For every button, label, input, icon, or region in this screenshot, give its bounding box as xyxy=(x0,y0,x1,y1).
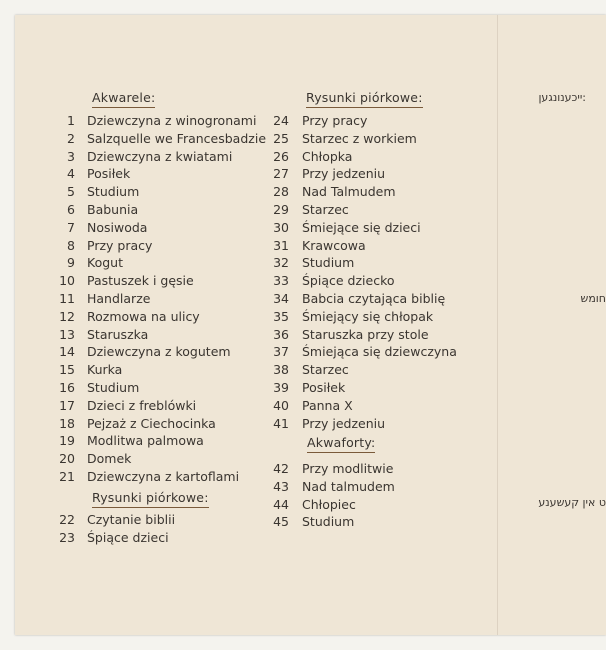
item-number: 20 xyxy=(59,451,75,467)
item-number: 41 xyxy=(273,415,289,431)
item-number: 44 xyxy=(273,496,289,512)
item-title: Staruszka przy stole xyxy=(302,326,429,342)
item-title: Przy pracy xyxy=(87,237,153,253)
item-title: Studium xyxy=(87,380,140,395)
item-title: Śmiejąca się dziewczyna xyxy=(302,344,457,360)
item-number: 29 xyxy=(273,202,289,217)
item-title: Śmiejący się chłopak xyxy=(302,308,434,324)
item-number: 18 xyxy=(59,415,75,431)
item-title: Domek xyxy=(87,451,132,467)
item-number: 45 xyxy=(273,514,289,530)
item-number: 17 xyxy=(59,397,75,413)
item-title: Panna X xyxy=(302,397,353,413)
item-number: 23 xyxy=(59,529,75,545)
item-number: 22 xyxy=(59,512,75,527)
item-number: 5 xyxy=(67,184,75,200)
item-number: 39 xyxy=(273,380,289,395)
item-number: 24 xyxy=(273,113,289,128)
item-title: Przy modlitwie xyxy=(302,461,394,476)
yiddish-heading: :ייכענונגען xyxy=(538,91,586,104)
item-title: Modlitwa palmowa xyxy=(87,433,204,449)
item-title: Przy jedzeniu xyxy=(302,415,386,431)
item-title: Posiłek xyxy=(87,166,131,182)
item-title: Handlarze xyxy=(87,291,151,306)
item-title: Babunia xyxy=(87,202,139,217)
item-title: Śpiące dziecko xyxy=(302,273,395,289)
item-number: 7 xyxy=(67,219,75,235)
heading-akwarele: Akwarele: xyxy=(92,90,155,108)
item-title: Pastuszek i gęsie xyxy=(87,273,194,289)
item-title: Krawcowa xyxy=(302,237,366,253)
item-title: Chłopiec xyxy=(302,496,356,512)
item-title: Dziewczyna z kogutem xyxy=(87,344,231,360)
item-number: 42 xyxy=(273,461,289,476)
item-title: Nosiwoda xyxy=(87,219,148,235)
item-number: 37 xyxy=(273,344,289,360)
item-title: Kogut xyxy=(87,255,123,271)
item-title: Babcia czytająca biblię xyxy=(302,291,446,306)
item-number: 12 xyxy=(59,308,75,324)
item-number: 25 xyxy=(273,130,289,146)
heading-rysunki-1: Rysunki piórkowe: xyxy=(92,490,209,508)
item-title: Nad talmudem xyxy=(302,478,395,494)
item-number: 28 xyxy=(273,184,289,200)
item-number: 38 xyxy=(273,362,289,378)
page-fold xyxy=(497,15,498,635)
item-title: Starzec xyxy=(302,202,349,217)
item-title: Pejzaż z Ciechocinka xyxy=(87,415,216,431)
item-number: 27 xyxy=(273,166,289,182)
item-title: Starzec xyxy=(302,362,349,378)
item-title: Posiłek xyxy=(302,380,346,395)
item-number: 26 xyxy=(273,148,289,164)
item-title: Śmiejące się dzieci xyxy=(302,219,421,235)
item-title: Staruszka xyxy=(87,326,149,342)
heading-akwaforty: Akwaforty: xyxy=(307,435,375,453)
item-title: Dziewczyna z winogronami xyxy=(87,113,257,128)
item-number: 13 xyxy=(59,326,75,342)
item-title: Przy pracy xyxy=(302,113,368,128)
item-number: 3 xyxy=(67,148,75,164)
item-title: Dziewczyna z kwiatami xyxy=(87,148,233,164)
item-title: Starzec z workiem xyxy=(302,130,417,146)
item-number: 30 xyxy=(273,219,289,235)
item-number: 32 xyxy=(273,255,289,271)
item-title: Chłopka xyxy=(302,148,353,164)
item-number: 33 xyxy=(273,273,289,289)
item-number: 15 xyxy=(59,362,75,378)
item-title: Nad Talmudem xyxy=(302,184,396,200)
yiddish-text-2: ט אין קעשענע xyxy=(538,496,606,509)
item-number: 19 xyxy=(59,433,75,449)
item-title: Dziewczyna z kartoflami xyxy=(87,469,240,484)
item-number: 4 xyxy=(67,166,75,182)
item-number: 10 xyxy=(59,273,75,289)
item-number: 9 xyxy=(67,255,75,271)
item-title: Czytanie biblii xyxy=(87,512,176,527)
item-number: 1 xyxy=(67,113,75,128)
item-title: Kurka xyxy=(87,362,123,378)
item-number: 31 xyxy=(273,237,289,253)
item-title: Studium xyxy=(87,184,140,200)
item-number: 36 xyxy=(273,326,289,342)
item-title: Dzieci z freblówki xyxy=(87,397,197,413)
item-number: 21 xyxy=(59,469,75,484)
yiddish-text-1: חומש xyxy=(580,292,606,305)
item-number: 11 xyxy=(59,291,75,306)
item-number: 16 xyxy=(59,380,75,395)
item-number: 43 xyxy=(273,478,289,494)
heading-rysunki-2: Rysunki piórkowe: xyxy=(306,90,423,108)
item-title: Salzquelle we Francesbadzie xyxy=(87,130,267,146)
item-number: 40 xyxy=(273,397,289,413)
item-number: 35 xyxy=(273,308,289,324)
item-title: Śpiące dzieci xyxy=(87,529,169,545)
item-number: 6 xyxy=(67,202,75,217)
item-title: Rozmowa na ulicy xyxy=(87,308,200,324)
item-title: Przy jedzeniu xyxy=(302,166,386,182)
item-number: 34 xyxy=(273,291,289,306)
item-number: 8 xyxy=(67,237,75,253)
item-title: Studium xyxy=(302,514,355,530)
item-number: 2 xyxy=(67,130,75,146)
item-number: 14 xyxy=(59,344,75,360)
item-title: Studium xyxy=(302,255,355,271)
